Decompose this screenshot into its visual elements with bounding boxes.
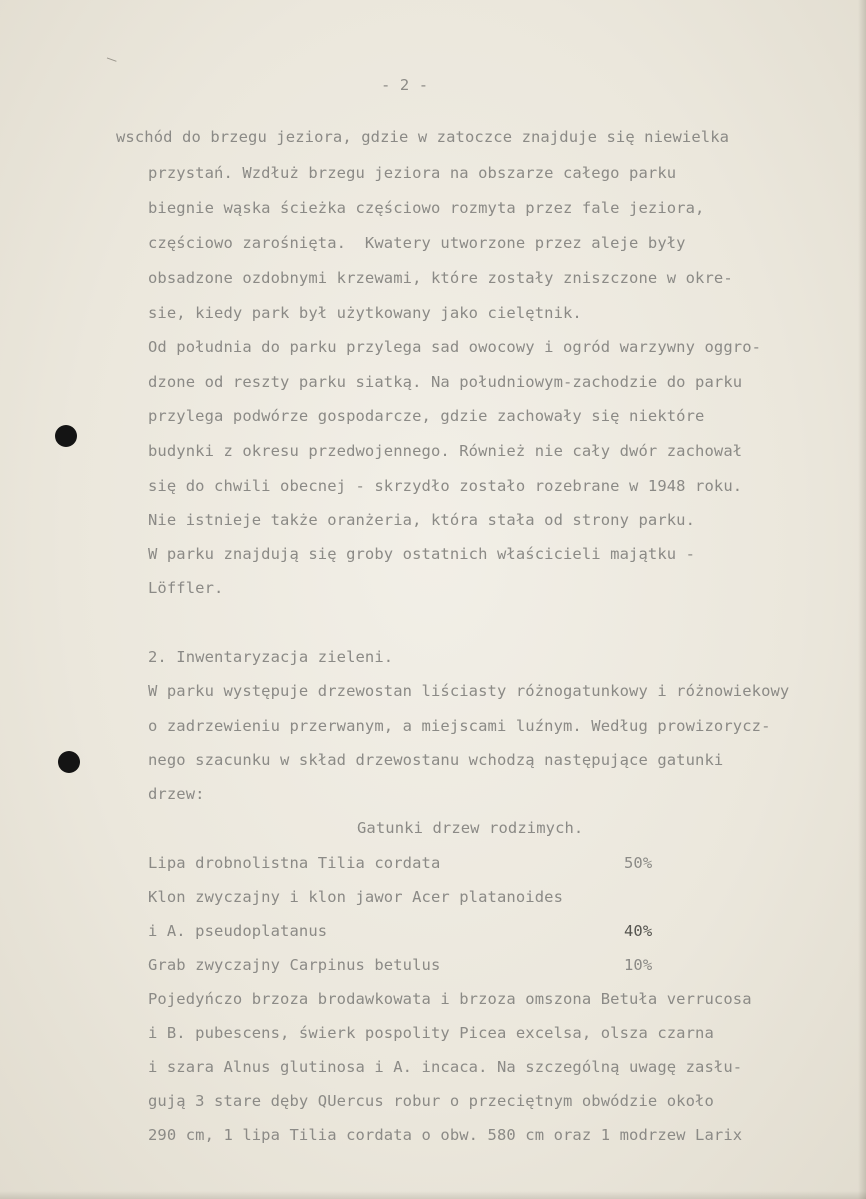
text-line: wschód do brzegu jeziora, gdzie w zatoczce znajduje się niewielka <box>116 128 730 146</box>
species-percentage: 10% <box>624 956 653 974</box>
text-line: i B. pubescens, świerk pospolity Picea excelsa, olsza czarna <box>148 1024 714 1042</box>
text-line: przystań. Wzdłuż brzegu jeziora na obszarze całego parku <box>148 164 677 182</box>
subsection-heading: Gatunki drzew rodzimych. <box>357 819 584 837</box>
punch-hole-icon <box>55 425 77 447</box>
text-line: Pojedyńczo brzoza brodawkowata i brzoza omszona Betuła verrucosa <box>148 990 752 1008</box>
species-line: Grab zwyczajny Carpinus betulus <box>148 956 441 974</box>
species-line: Lipa drobnolistna Tilia cordata <box>148 854 441 872</box>
text-line: nego szacunku w skład drzewostanu wchodzą następujące gatunki <box>148 751 724 769</box>
text-line: i szara Alnus glutinosa i A. incaca. Na szczególną uwagę zasłu- <box>148 1058 743 1076</box>
text-line: W parku występuje drzewostan liściasty różnogatunkowy i różnowiekowy <box>148 682 790 700</box>
text-line: się do chwili obecnej - skrzydło zostało rozebrane w 1948 roku. <box>148 477 743 495</box>
text-line: Od południa do parku przylega sad owocowy i ogród warzywny oggro- <box>148 338 762 356</box>
species-line: Klon zwyczajny i klon jawor Acer platanoides <box>148 888 563 906</box>
text-line: dzone od reszty parku siatką. Na południowym-zachodzie do parku <box>148 373 743 391</box>
text-line: Löffler. <box>148 579 224 597</box>
text-line: 290 cm, 1 lipa Tilia cordata o obw. 580 cm oraz 1 modrzew Larix <box>148 1126 743 1144</box>
punch-hole-icon <box>58 751 80 773</box>
species-percentage: 40% <box>624 922 653 940</box>
text-line: drzew: <box>148 785 205 803</box>
paper-bottom-shadow <box>0 1191 866 1199</box>
text-line: częściowo zarośnięta. Kwatery utworzone przez aleje były <box>148 234 686 252</box>
paper-edge-shadow <box>858 0 866 1199</box>
text-line: budynki z okresu przedwojennego. Również nie cały dwór zachował <box>148 442 743 460</box>
text-line: gują 3 stare dęby QUercus robur o przeciętnym obwódzie około <box>148 1092 714 1110</box>
species-percentage: 50% <box>624 854 653 872</box>
pencil-mark <box>105 57 116 65</box>
page-number: - 2 - <box>381 76 429 94</box>
section-heading: 2. Inwentaryzacja zieleni. <box>148 648 394 666</box>
text-line: Nie istnieje także oranżeria, która stała od strony parku. <box>148 511 696 529</box>
text-line: W parku znajdują się groby ostatnich właścicieli majątku - <box>148 545 696 563</box>
text-line: obsadzone ozdobnymi krzewami, które zostały zniszczone w okre- <box>148 269 733 287</box>
species-line: i A. pseudoplatanus <box>148 922 328 940</box>
text-line: przylega podwórze gospodarcze, gdzie zachowały się niektóre <box>148 407 705 425</box>
text-line: biegnie wąska ścieżka częściowo rozmyta przez fale jeziora, <box>148 199 705 217</box>
text-line: sie, kiedy park był użytkowany jako cielętnik. <box>148 304 582 322</box>
text-line: o zadrzewieniu przerwanym, a miejscami luźnym. Według prowizorycz- <box>148 717 771 735</box>
